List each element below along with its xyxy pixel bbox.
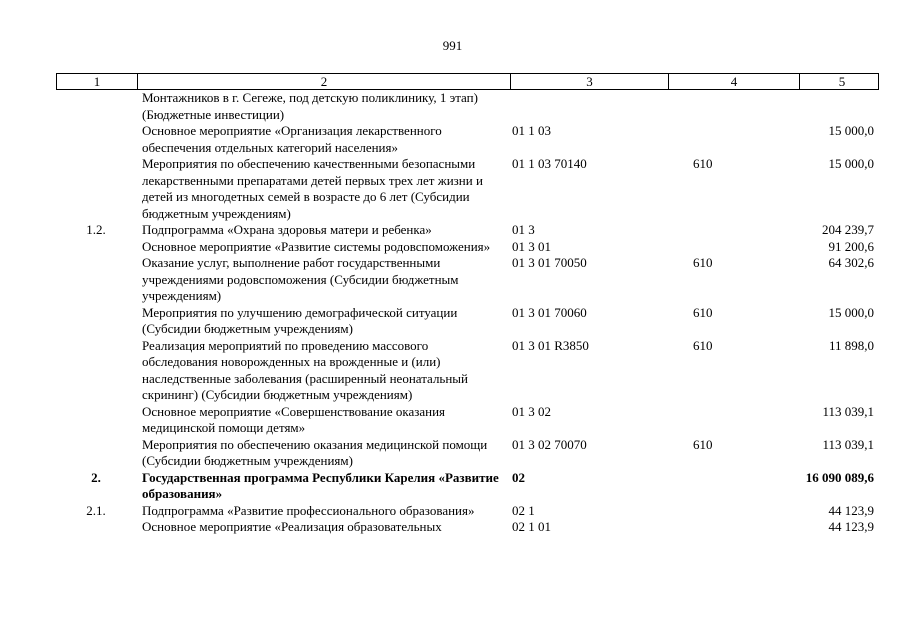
row-expense-type [665,222,795,239]
row-code: 02 1 01 [512,519,551,534]
row-expense-type [665,470,795,503]
row-code: 01 3 02 [512,403,551,419]
row-expense-type: 610 [693,156,713,171]
table-row [56,222,879,239]
table-row [56,123,879,156]
row-number [56,338,136,404]
row-code: 01 3 [512,222,535,237]
row-code: 01 3 01 R3850 [512,337,589,353]
table-row [56,404,879,437]
row-name: Подпрограмма «Развитие профессионального образования» [142,502,475,518]
header-col-2: 2 [137,74,510,89]
row-name: Мероприятия по обеспечению оказания медицинской помощи (Субсидии бюджетным учреждениям) [142,436,488,468]
row-name: Основное мероприятие «Организация лекарственного обеспечения отдельных категорий населения» [142,123,442,155]
row-number: 1.2. [86,222,106,237]
row-name: Монтажников в г. Сегеже, под детскую поликлинику, 1 этап) (Бюджетные инвестиции) [142,90,478,122]
page-number: 991 [442,38,463,53]
row-number [56,305,136,338]
row-amount: 44 123,9 [828,519,874,534]
row-amount: 113 039,1 [822,436,874,452]
row-number: 2.1. [86,502,106,518]
table-body [56,90,879,536]
table-row [56,156,879,222]
row-amount: 91 200,6 [828,238,874,254]
row-amount: 64 302,6 [828,255,874,270]
row-number: 2. [91,469,101,485]
row-code: 01 3 01 70060 [512,304,587,320]
row-name: Мероприятия по обеспечению качественными безопасными лекарственными препаратами детей первых трех лет жизни и детей из многодетных семей в возрасте до 6 лет (Субсидии бюджетным учреждениям) [142,156,483,221]
row-code: 02 1 [512,502,535,518]
header-col-5: 5 [799,74,884,89]
row-expense-type [665,239,795,256]
row-number [56,404,136,437]
row-code: 01 3 01 70050 [512,255,587,270]
table-row [56,338,879,404]
table-row [56,90,879,123]
table-row [56,519,879,536]
row-amount: 44 123,9 [828,502,874,518]
table-row [56,239,879,256]
row-code: 02 [512,469,525,485]
row-number [56,90,136,123]
row-name: Реализация мероприятий по проведению массового обследования новорожденных на врожденные и (или) наследственные заболевания (расширенный неонатальный скрининг) (Субсидии бюджетным учреждениям) [142,337,469,402]
row-amount: 15 000,0 [828,156,874,171]
row-code: 01 3 02 70070 [512,436,587,452]
row-name: Мероприятия по улучшению демографической ситуации (Субсидии бюджетным учреждениям) [142,304,458,336]
row-amount [795,90,879,123]
row-amount: 15 000,0 [828,123,874,138]
row-code: 01 1 03 70140 [512,156,587,171]
row-amount: 204 239,7 [822,222,874,237]
row-code [508,90,665,123]
table-header [56,73,879,90]
budget-table [56,73,879,536]
row-name: Государственная программа Республики Карелия «Развитие образования» [142,469,499,501]
row-number [56,156,136,222]
row-expense-type: 610 [693,304,713,320]
row-expense-type: 610 [693,337,713,353]
row-expense-type: 610 [693,255,713,270]
row-name: Основное мероприятие «Реализация образовательных [142,519,442,534]
row-amount: 113 039,1 [822,403,874,419]
row-amount: 15 000,0 [828,304,874,320]
row-code: 01 3 01 [512,238,551,254]
table-row [56,470,879,503]
row-name: Основное мероприятие «Совершенствование оказания медицинской помощи детям» [142,403,446,435]
row-name: Основное мероприятие «Развитие системы родовспоможения» [142,238,491,254]
row-code: 01 1 03 [512,123,551,138]
table-row [56,305,879,338]
header-col-1: 1 [93,74,101,89]
row-amount: 11 898,0 [828,337,874,353]
row-amount: 16 090 089,6 [805,469,874,485]
row-expense-type [665,90,795,123]
header-col-4: 4 [668,74,799,89]
row-expense-type [665,519,795,536]
table-row [56,503,879,520]
header-col-3: 3 [510,74,668,89]
row-name: Оказание услуг, выполнение работ государственными учреждениями родовспоможения (Субсидии бюджетным учреждениям) [142,255,459,303]
row-number [56,255,136,305]
row-number [56,437,136,470]
row-number [56,239,136,256]
row-expense-type: 610 [693,436,713,452]
row-expense-type [665,404,795,437]
table-row [56,437,879,470]
table-row [56,255,879,305]
row-number [56,519,136,536]
row-number [56,123,136,156]
row-expense-type [665,123,795,156]
row-name: Подпрограмма «Охрана здоровья матери и ребенка» [142,222,432,237]
row-expense-type [665,503,795,520]
